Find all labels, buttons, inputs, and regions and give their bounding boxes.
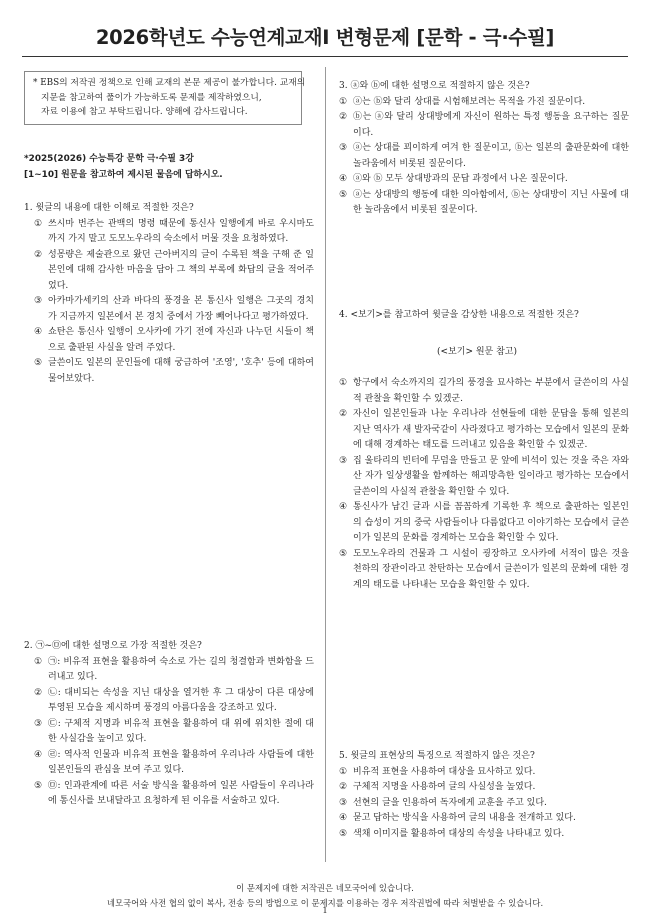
answer-option[interactable] [339, 110, 629, 141]
answer-option[interactable] [339, 827, 629, 843]
question-stem: 3. ⓐ와 ⓑ에 대한 설명으로 적절하지 않은 것은? [339, 81, 530, 91]
option-marker: ① [34, 218, 43, 229]
answer-option[interactable] [339, 95, 629, 111]
option-marker: ① [339, 96, 348, 107]
option-text: ㉢: 구체적 지명과 비유적 표현을 활용하여 대 위에 위치한 절에 대한 사실감을 높이고 있다. [48, 718, 314, 744]
option-marker: ⑤ [339, 828, 348, 839]
option-text: 색채 이미지를 활용하여 대상의 속성을 나타내고 있다. [353, 828, 565, 839]
question-4 [339, 308, 629, 324]
option-marker: ⑤ [339, 189, 348, 200]
option-text: 아카마가세키의 산과 바다의 풍경을 본 통신사 일행은 그곳의 경치가 지금까지 일본에서 본 경치 중에서 가장 빼어나다고 평가하였다. [48, 296, 314, 322]
notice-line: 지문을 참고하여 풀이가 가능하도록 문제를 제작하였으니, [41, 92, 262, 103]
option-text: 구체적 지명을 사용하여 글의 사실성을 높였다. [353, 782, 536, 792]
option-marker: ② [339, 112, 348, 122]
question-1 [24, 201, 314, 387]
option-text: ㉣: 역사적 인물과 비유적 표현을 활용하여 우리나라 사람들에 대한 일본인들의 관심을 보여 주고 있다. [48, 749, 314, 775]
question-stem: 4. <보기>를 참고하여 윗글을 감상한 내용으로 적절한 것은? [339, 310, 579, 320]
answer-option[interactable] [34, 356, 314, 387]
answer-option[interactable] [339, 172, 629, 188]
column-divider [325, 67, 326, 862]
option-marker: ③ [339, 143, 348, 153]
answer-option[interactable] [34, 294, 314, 325]
option-marker: ④ [339, 174, 348, 184]
option-marker: ① [34, 656, 43, 667]
option-marker: ⑤ [34, 780, 43, 791]
option-text: 선현의 글을 인용하여 독자에게 교훈을 주고 있다. [353, 797, 547, 808]
answer-option[interactable] [339, 376, 629, 407]
answer-option[interactable] [339, 780, 629, 796]
page-number: 1 [322, 906, 328, 915]
option-text: ⓐ는 ⓑ와 달리 상대를 시험해보려는 목적을 가진 질문이다. [353, 96, 586, 107]
option-text: ⓐ는 상대를 꾀이하게 여겨 한 질문이고, ⓑ는 일본의 출판문화에 대한 놀라움에서 비롯된 질문이다. [353, 143, 629, 169]
answer-option[interactable] [339, 811, 629, 827]
question-stem: 5. 윗글의 표현상의 특징으로 적절하지 않은 것은? [339, 751, 535, 761]
answer-option[interactable] [339, 547, 629, 594]
question-5 [339, 749, 629, 842]
option-marker: ③ [34, 296, 43, 306]
option-marker: ③ [34, 718, 43, 729]
answer-option[interactable] [339, 407, 629, 454]
option-text: ⓐ는 상대방의 행동에 대한 의아함에서, ⓑ는 상대방이 지닌 사물에 대한 놀라움에서 비롯된 질문이다. [353, 189, 629, 215]
instructions: [1~10] 원문을 참고하여 제시된 물음에 답하시오. [24, 170, 223, 180]
option-text: 자신이 일본인들과 나눈 우리나라 선현들에 대한 문답을 통해 일본의 지난 역사가 새 발자국같이 사라졌다고 평가하는 모습에서 일본의 문화에 대해 경계하는 태도를 드러내고 있음을 확인할 수 있겠군. [353, 409, 629, 450]
option-text: 글쓴이도 일본의 문인들에 대해 궁금하여 '조영', '호추' 등에 대하여 물어보았다. [48, 358, 314, 384]
answer-option[interactable] [34, 686, 314, 717]
option-text: 쇼탄은 통신사 일행이 오사카에 가기 전에 자신과 나누던 시들이 책으로 출판된 사실을 알려 주었다. [48, 327, 314, 353]
answer-option[interactable] [34, 248, 314, 295]
option-marker: ③ [339, 797, 348, 808]
option-text: 쓰시마 번주는 관백의 명령 때문에 통신사 일행에게 바로 우시마도까지 가지 말고 도모노우라의 숙소에서 머물 것을 요청하였다. [48, 218, 314, 244]
option-text: ㉡: 대비되는 속성을 지닌 대상을 열거한 후 그 대상이 다른 대상에 투영된 모습을 제시하며 풍경의 아름다움을 강조하고 있다. [48, 687, 314, 713]
option-text: ⓐ와 ⓑ 모두 상대방과의 문답 과정에서 나온 질문이다. [353, 174, 568, 184]
copyright-notice-box [24, 71, 306, 125]
bogi-box-label: (<보기> 원문 참고) [437, 347, 517, 357]
answer-option[interactable] [34, 217, 314, 248]
option-marker: ⑤ [34, 358, 43, 368]
question-2 [24, 639, 314, 810]
option-marker: ① [339, 766, 348, 777]
option-marker: ② [34, 687, 43, 698]
option-marker: ② [34, 249, 43, 260]
option-marker: ① [339, 378, 348, 388]
option-text: ⓑ는 ⓐ와 달리 상대방에게 자신이 원하는 특정 행동을 요구하는 질문이다. [353, 112, 629, 138]
answer-option[interactable] [34, 748, 314, 779]
answer-option[interactable] [339, 454, 629, 501]
answer-option[interactable] [34, 655, 314, 686]
answer-option[interactable] [339, 500, 629, 547]
footer-line: 이 문제지에 대한 저작권은 네모국어에 있습니다. [236, 883, 414, 893]
title-divider [22, 56, 628, 57]
notice-line: 자료 이용에 참고 부탁드립니다. 양해에 감사드립니다. [41, 107, 248, 117]
option-text: 묻고 답하는 방식을 사용하여 글의 내용을 전개하고 있다. [353, 813, 576, 823]
option-text: ㉠: 비유적 표현을 활용하여 숙소로 가는 길의 청결함과 변화함을 드러내고 있다. [48, 656, 314, 682]
question-4-options [339, 376, 629, 593]
option-marker: ④ [34, 327, 43, 337]
option-text: ㉤: 인과관계에 따른 서술 방식을 활용하여 일본 사람들이 우리나라에 통신사를 보내달라고 요청하게 된 이유를 서술하고 있다. [48, 780, 314, 806]
answer-option[interactable] [339, 141, 629, 172]
option-text: 통신사가 남긴 글과 시를 꼼꼼하게 기록한 후 책으로 출판하는 일본인의 습성이 거의 중국 사람들이나 다름없다고 이야기하는 모습에서 글쓴이가 일본의 문화를 경계하는 모습을 확인할 수 있다. [353, 502, 629, 543]
source-citation: *2025(2026) 수능특강 문학 극·수필 3강 [24, 154, 194, 164]
footer-line: 네모국어와 사전 협의 없이 복사, 전송 등의 방법으로 이 문제지를 이용하는 경우 저작권법에 따라 처벌받을 수 있습니다. [106, 898, 544, 908]
option-text: 성몽량은 제술관으로 왔던 근아버지의 글이 수록된 책을 구해 준 일본인에 대해 감사한 마음을 담아 그 책의 부록에 화답의 글을 적어주었다. [48, 249, 314, 291]
answer-option[interactable] [34, 779, 314, 810]
question-3 [339, 79, 629, 219]
page-title: 2026학년도 수능연계교재Ⅰ 변형문제 [문학 - 극·수필] [95, 26, 555, 49]
option-text: 도모노우라의 건물과 그 시설이 굉장하고 오사카에 서적이 많은 것을 천하의 장관이라고 찬탄하는 모습에서 글쓴이가 일본의 문화에 대한 경계의 태도를 나타내는 모습을 확인할 수 있다. [353, 548, 629, 590]
option-marker: ② [339, 782, 348, 792]
option-marker: ③ [339, 455, 348, 466]
answer-option[interactable] [339, 796, 629, 812]
option-marker: ② [339, 409, 348, 419]
option-marker: ④ [339, 813, 348, 823]
answer-option[interactable] [339, 765, 629, 781]
question-stem: 2. ㉠~㉤에 대한 설명으로 가장 적절한 것은? [24, 641, 202, 651]
answer-option[interactable] [34, 325, 314, 356]
option-marker: ⑤ [339, 548, 348, 559]
question-stem: 1. 윗글의 내용에 대한 이해로 적절한 것은? [24, 203, 194, 213]
option-marker: ④ [339, 502, 348, 512]
option-text: 집 울타리의 빈터에 무덤을 만들고 문 앞에 비석이 있는 것을 죽은 자와 산 자가 일상생활을 함께하는 해괴망측한 일이라고 평가하는 모습에서 글쓴이의 사실적 관찰을 확인할 수 있다. [353, 455, 629, 497]
option-marker: ④ [34, 749, 43, 760]
option-text: 비유적 표현을 사용하여 대상을 묘사하고 있다. [353, 766, 536, 777]
answer-option[interactable] [34, 717, 314, 748]
notice-line: * EBS의 저작권 정책으로 인해 교재의 본문 제공이 불가합니다. 교재의 [33, 78, 306, 88]
answer-option[interactable] [339, 188, 629, 219]
option-text: 항구에서 숙소까지의 길가의 풍경을 묘사하는 부분에서 글쓴이의 사실적 관찰을 확인할 수 있겠군. [353, 378, 629, 404]
